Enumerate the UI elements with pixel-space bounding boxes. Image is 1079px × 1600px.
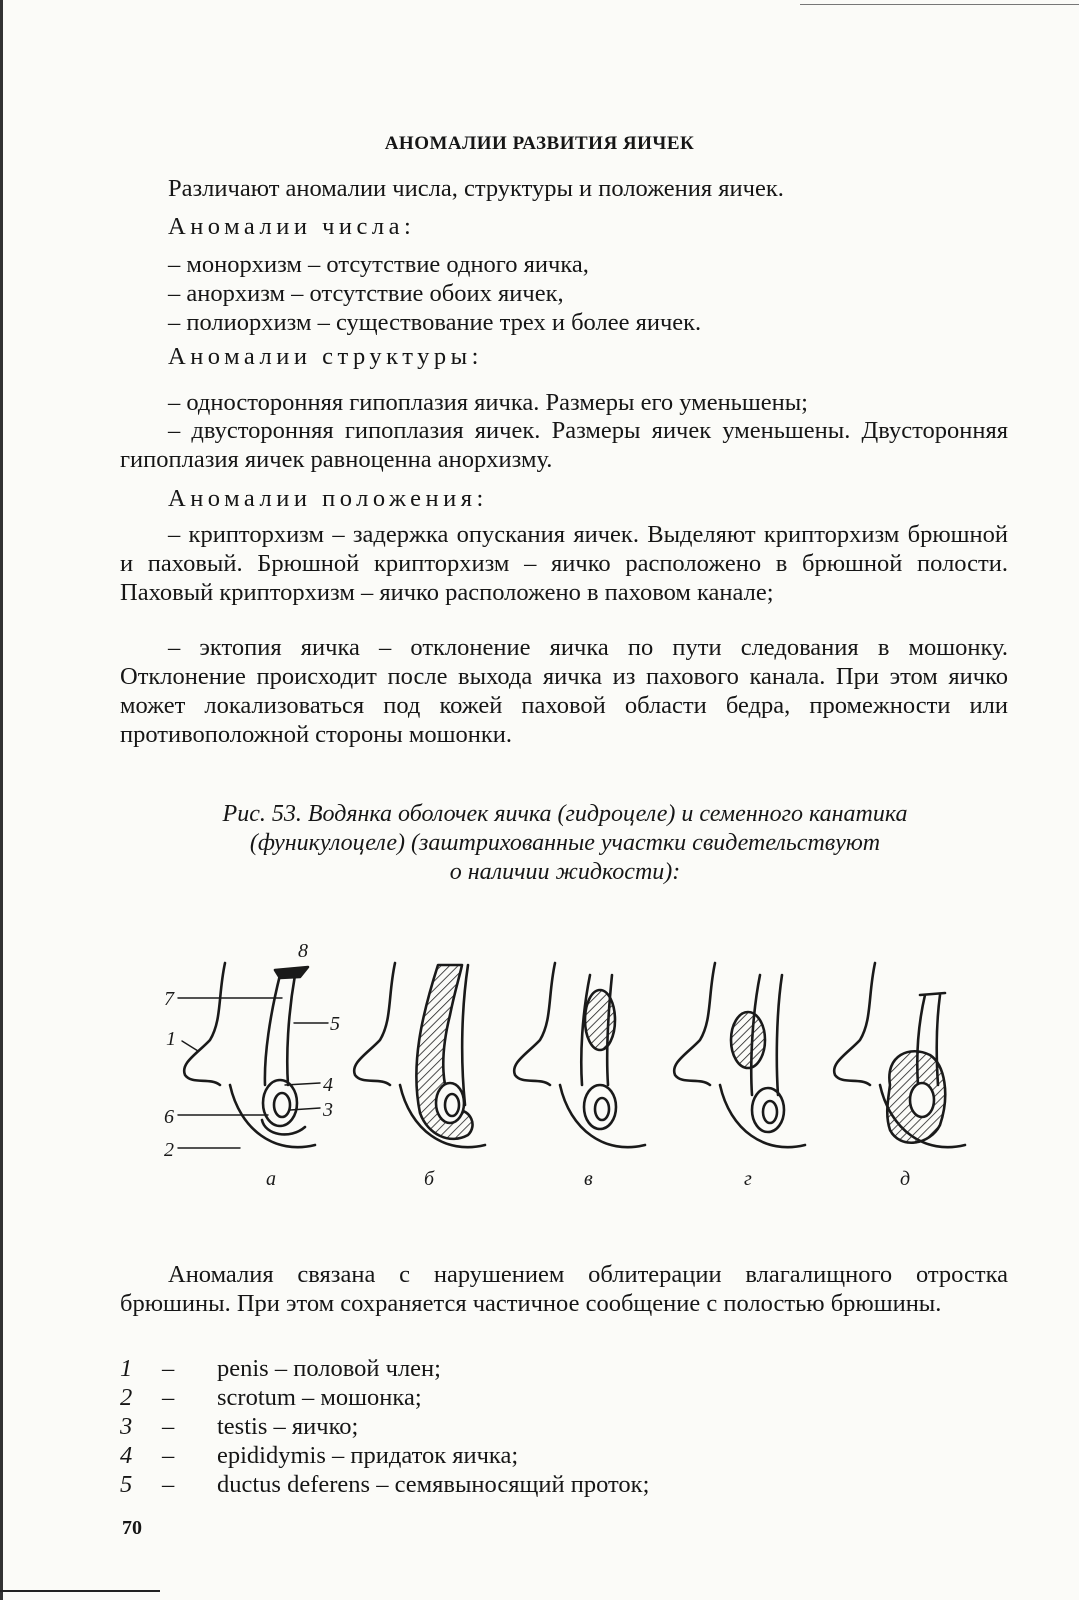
panel-letter-e: д (900, 1168, 911, 1190)
legend-row (120, 1442, 1020, 1471)
number-list-item: – монорхизм – отсутствие одного яичка, (168, 251, 589, 278)
panel-c-drawing (514, 963, 645, 1147)
number-list-item: – полиорхизм – существование трех и более яичек. (168, 309, 702, 336)
legend-row (120, 1355, 1020, 1384)
callout-2: 2 (164, 1139, 174, 1161)
callout-1: 1 (166, 1028, 176, 1050)
legend-number: 5 (120, 1471, 133, 1498)
scan-edge-bottom (0, 1590, 160, 1592)
legend-text: scrotum – мошонка; (217, 1384, 422, 1411)
panel-a-drawing (184, 963, 315, 1147)
legend-row (120, 1384, 1020, 1413)
legend-row (120, 1471, 1020, 1500)
legend-text: testis – яичко; (217, 1413, 359, 1440)
legend-text: ductus deferens – семявыносящий проток; (217, 1471, 650, 1498)
panel-letter-d: г (744, 1168, 752, 1190)
caption-line: о наличии жидкости): (449, 859, 681, 885)
callout-4: 4 (323, 1074, 333, 1096)
panel-letter-b: б (424, 1168, 435, 1190)
legend-number: 1 (120, 1355, 133, 1382)
callout-6: 6 (164, 1106, 174, 1128)
panel-b-drawing (354, 963, 485, 1147)
caption-line: Рис. 53. Водянка оболочек яичка (гидроцеле) и семенного канатика (222, 801, 908, 827)
legend-dash: – (162, 1442, 175, 1469)
intro-text: Различают аномалии числа, структуры и положения яичек. (168, 175, 784, 202)
panel-letter-c: в (584, 1168, 593, 1190)
legend-number: 4 (120, 1442, 133, 1469)
after-figure-text: Аномалия связана с нарушением облитерации влагалищного отростка брюшины. При этом сохраняется частичное сообщение с полостью брюшины. (120, 1261, 1008, 1317)
legend-dash: – (162, 1355, 175, 1382)
position-item-1: – крипторхизм – задержка опускания яичек. Выделяют крипторхизм брюшной и паховый. Брюшной крипторхизм – яичко расположено в брюшной полости. Паховый крипторхизм – яичко расположено в паховом канале; (120, 521, 1008, 606)
figure-hydrocele-diagram (140, 935, 1020, 1195)
legend-text: epididymis – придаток яичка; (217, 1442, 519, 1469)
structure-item-2: – двусторонняя гипоплазия яичек. Размеры яичек уменьшены. Двусторонняя гипоплазия яичек равноценна анорхизму. (120, 417, 1008, 473)
structure-anomalies-heading: Аномалии структуры: (168, 343, 483, 370)
number-anomalies-heading: Аномалии числа: (168, 213, 416, 240)
section-title: АНОМАЛИИ РАЗВИТИЯ ЯИЧЕК (384, 133, 695, 154)
scan-edge-left (0, 0, 3, 1600)
scan-edge-top (800, 4, 1079, 5)
legend-dash: – (162, 1413, 175, 1440)
number-list-item: – анорхизм – отсутствие обоих яичек, (168, 280, 564, 307)
figure-caption (120, 800, 1010, 887)
panel-e-drawing (834, 963, 965, 1147)
callout-8: 8 (298, 940, 308, 962)
legend-number: 2 (120, 1384, 133, 1411)
legend-list (120, 1355, 1020, 1500)
callout-7: 7 (164, 988, 174, 1010)
caption-line: (фуникулоцеле) (заштрихованные участки свидетельствуют (249, 830, 881, 856)
panel-letter-a: а (266, 1168, 276, 1190)
legend-row (120, 1413, 1020, 1442)
legend-number: 3 (120, 1413, 133, 1440)
legend-text: penis – половой член; (217, 1355, 441, 1382)
position-item-2: – эктопия яичка – отклонение яичка по пути следования в мошонку. Отклонение происходит после выхода яичка из пахового канала. При этом яичко может локализоваться под кожей паховой области бедра, промежности или противоположной стороны мошонки. (120, 634, 1008, 748)
legend-dash: – (162, 1384, 175, 1411)
callout-5: 5 (330, 1013, 340, 1035)
callout-3: 3 (323, 1099, 333, 1121)
legend-dash: – (162, 1471, 175, 1498)
panel-d-drawing (674, 963, 805, 1147)
position-anomalies-heading: Аномалии положения: (168, 485, 488, 512)
structure-item-1: – односторонняя гипоплазия яичка. Размеры его уменьшены; (168, 389, 808, 416)
page-number: 70 (122, 1517, 142, 1539)
